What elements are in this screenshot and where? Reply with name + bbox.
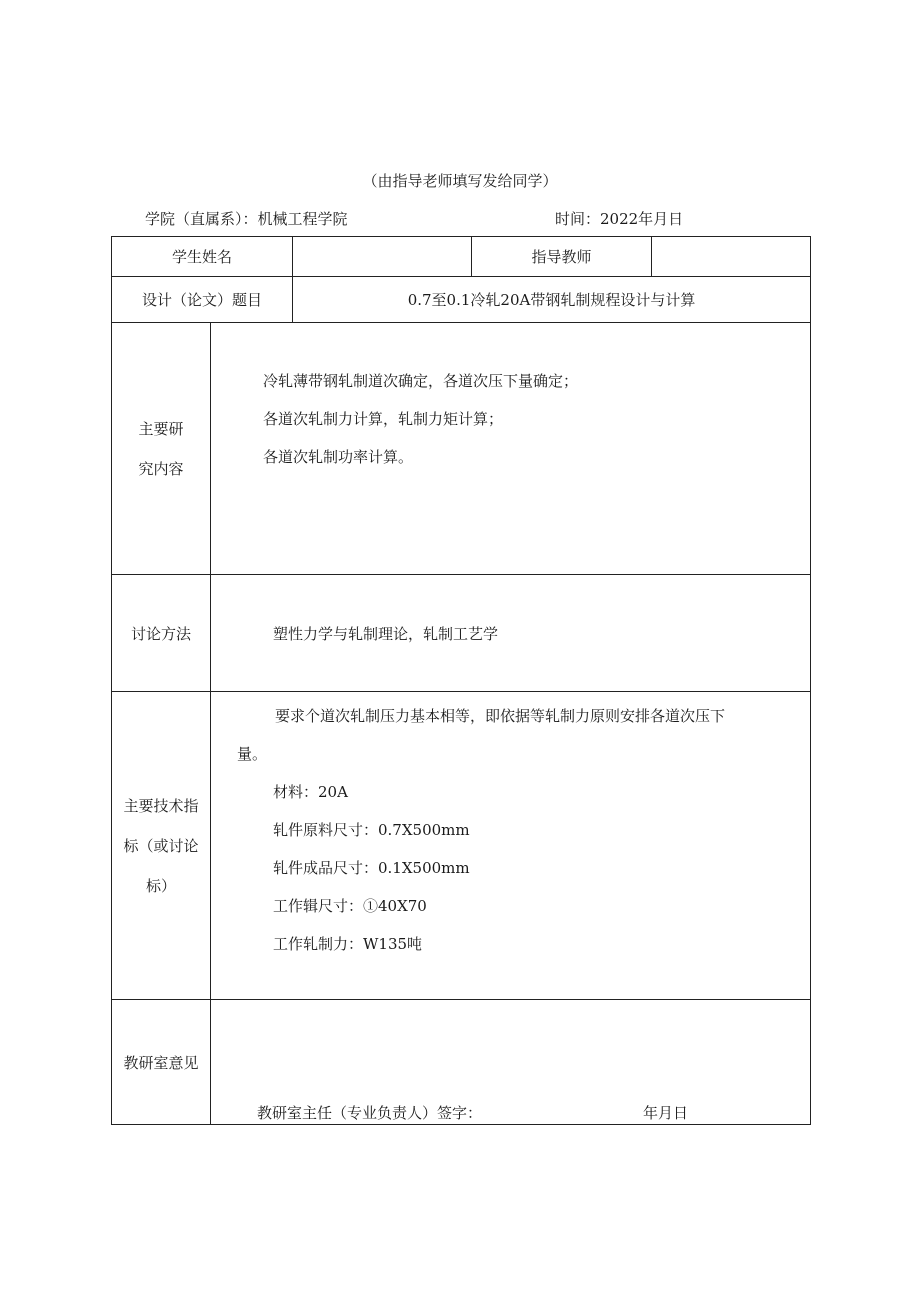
research-label-line2: 究内容 (138, 459, 184, 478)
tech-item: 工作辑尺寸：①40X70 (273, 897, 427, 915)
form-subtitle: （由指导老师填写发给同学） (362, 172, 558, 190)
office-signature-label: 教研室主任（专业负责人）签字： (257, 1104, 483, 1122)
office-signature-date: 年月日 (643, 1104, 689, 1122)
tech-label-line2: 标（或讨论 (123, 836, 199, 855)
office-row (112, 1000, 811, 1125)
office-signature-area (211, 1000, 810, 1124)
office-content (211, 1000, 811, 1125)
research-label-line1: 主要研 (138, 419, 184, 438)
college-field: 学院（直属系）：机械工程学院 (145, 210, 348, 228)
office-label: 教研室意见 (112, 1000, 211, 1125)
research-line: 各道次轧制功率计算。 (263, 448, 414, 466)
topic-value: 0.7至0.1冷轧20A带钢轧制规程设计与计算 (293, 277, 811, 323)
research-row (112, 323, 811, 575)
tech-label (112, 692, 211, 1000)
tech-label-line3: 标） (145, 876, 176, 895)
tech-label-line1: 主要技术指 (123, 796, 199, 815)
advisor-label: 指导教师 (472, 237, 652, 277)
research-line: 冷轧薄带钢轧制道次确定，各道次压下量确定； (263, 372, 579, 390)
student-name-label: 学生姓名 (112, 237, 293, 277)
tech-content (211, 692, 811, 1000)
method-value: 塑性力学与轧制理论，轧制工艺学 (211, 575, 811, 692)
topic-label: 设计（论文）题目 (112, 277, 293, 323)
research-content (211, 323, 811, 575)
research-label (112, 323, 211, 575)
tech-para-line2: 量。 (237, 745, 268, 763)
tech-item: 轧件原料尺寸：0.7X500mm (273, 821, 470, 839)
task-form-table (111, 236, 811, 1125)
topic-row (112, 277, 811, 323)
student-name-value[interactable] (293, 237, 472, 277)
tech-row (112, 692, 811, 1000)
tech-item: 材料：20A (273, 783, 348, 801)
tech-para-line1: 要求个道次轧制压力基本相等，即依据等轧制力原则安排各道次压下 (275, 707, 726, 725)
time-field: 时间：2022年月日 (555, 210, 684, 228)
research-line: 各道次轧制力计算，轧制力矩计算； (263, 410, 504, 428)
method-label: 讨论方法 (112, 575, 211, 692)
advisor-value[interactable] (652, 237, 811, 277)
student-row (112, 237, 811, 277)
tech-item: 工作轧制力：W135吨 (273, 935, 423, 953)
tech-item: 轧件成品尺寸：0.1X500mm (273, 859, 470, 877)
method-row (112, 575, 811, 692)
